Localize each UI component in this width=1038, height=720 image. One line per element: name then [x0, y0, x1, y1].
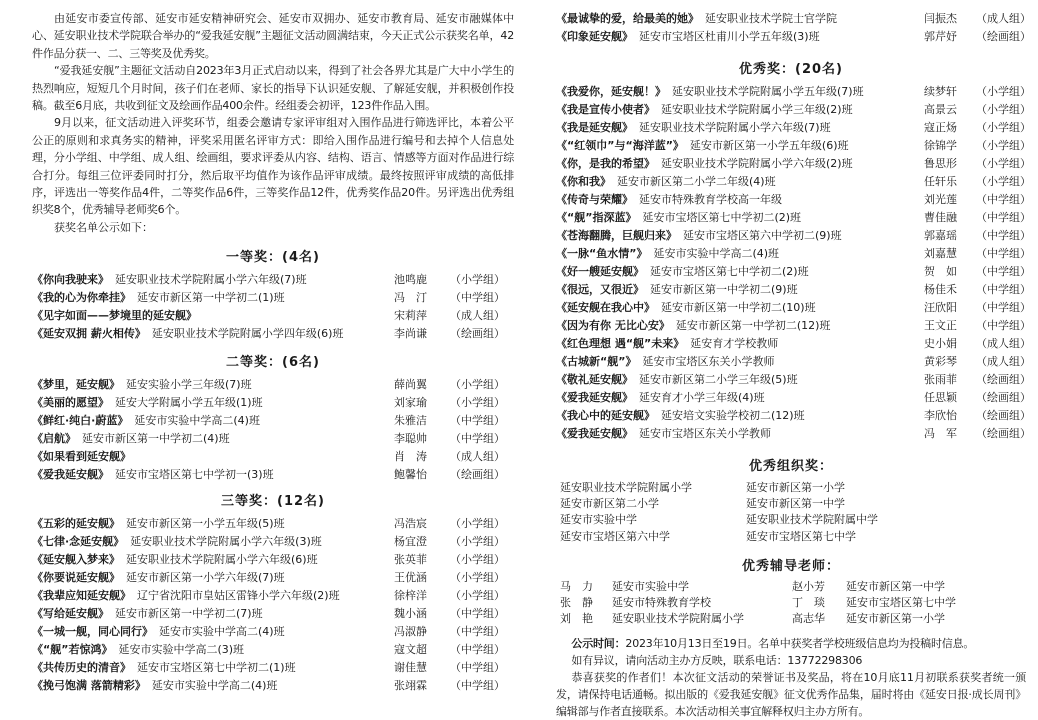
award-title: 《如果看到延安舰》	[32, 450, 131, 464]
award-winner-name: 宋莉萍	[394, 309, 427, 323]
award-title: 《梦里，延安舰》	[32, 378, 120, 392]
award-unit: 延安职业技术学院士官学院	[705, 12, 837, 25]
award-title: 《古城新“舰”》	[556, 355, 637, 368]
third-prize-list-continued	[556, 10, 1031, 46]
teacher-name: 赵小芳	[792, 579, 825, 593]
award-group: （小学组）	[450, 553, 505, 567]
teacher-name: 张 静	[560, 595, 593, 609]
award-group: （小学组）	[450, 589, 505, 603]
org-award-row	[556, 496, 1026, 512]
award-row	[556, 335, 1031, 353]
award-row	[556, 227, 1031, 245]
notice-time-text: 2023年10月13日至19日。名单中获奖者学校班级信息均为投稿时信息。	[625, 637, 975, 651]
org-award-school: 延安市实验中学	[560, 513, 637, 527]
award-winner-name: 池鸣鹿	[394, 273, 427, 287]
award-row	[32, 641, 514, 659]
org-award-school: 延安市宝塔区第六中学	[560, 529, 670, 543]
second-prize-heading: 二等奖：(6名)	[226, 355, 320, 371]
award-title: 《见字如面——梦境里的延安舰》	[32, 309, 197, 323]
award-unit: 延安市宝塔区东关小学教师	[642, 355, 775, 368]
org-award-list	[556, 480, 1026, 545]
award-group: （小学组）	[450, 273, 505, 287]
award-unit: 延安职业技术学院附属小学六年级(7)班	[115, 273, 307, 287]
award-winner-name: 寇正炀	[924, 121, 957, 134]
award-group: （中学组）	[976, 265, 1031, 278]
org-award-row	[556, 529, 1026, 545]
award-unit: 延安职业技术学院附属小学六年级(2)班	[661, 157, 853, 170]
award-title: 《一脉“鱼水情”》	[556, 247, 648, 260]
org-award-row	[556, 512, 1026, 528]
award-title: 《爱我延安舰》	[32, 468, 109, 482]
award-title: 《爱我延安舰》	[556, 427, 633, 440]
award-row	[556, 371, 1031, 389]
award-title: 《鲜红·纯白·蔚蓝》	[32, 414, 129, 428]
award-row	[32, 605, 514, 623]
org-award-school: 延安职业技术学院附属中学	[746, 513, 878, 527]
award-winner-name: 肖 涛	[394, 450, 427, 464]
award-unit: 延安大学附属小学五年级(1)班	[115, 396, 263, 410]
org-award-school: 延安市宝塔区第七中学	[746, 529, 856, 543]
teacher-award-list	[556, 579, 1026, 628]
award-group: （中学组）	[450, 679, 505, 693]
org-award-school: 延安市新区第一中学	[746, 497, 845, 511]
award-winner-name: 冯 军	[924, 427, 957, 440]
award-unit: 延安市宝塔区第七中学初二(2)班	[642, 211, 802, 224]
award-winner-name: 曹佳融	[924, 211, 957, 224]
award-unit: 延安市新区第二小学三年级(5)班	[639, 373, 798, 386]
teacher-award-row	[556, 611, 1026, 627]
award-unit: 延安市实验中学高二(3)班	[118, 643, 245, 657]
award-title: 《你向我驶来》	[32, 273, 109, 287]
award-winner-name: 汪欣阳	[924, 301, 957, 314]
award-unit: 延安职业技术学院附属小学四年级(6)班	[151, 327, 344, 341]
award-winner-name: 薛尚翼	[394, 378, 427, 392]
award-unit: 延安市宝塔区第七中学初二(1)班	[137, 661, 296, 675]
award-unit: 延安市新区第二小学二年级(4)班	[617, 175, 776, 188]
award-row	[32, 376, 514, 394]
award-title: 《美丽的愿望》	[32, 396, 109, 410]
award-unit: 延安育才小学三年级(4)班	[639, 391, 765, 404]
award-row	[32, 569, 514, 587]
teacher-school: 延安市新区第一中学	[846, 579, 945, 593]
award-winner-name: 郭芹妤	[924, 30, 957, 43]
award-group: （小学组）	[450, 517, 505, 531]
teacher-award-row	[556, 595, 1026, 611]
award-winner-name: 贺 如	[924, 265, 957, 278]
org-award-heading: 优秀组织奖：	[748, 459, 833, 474]
award-row	[556, 10, 1031, 28]
award-unit: 延安市实验中学高二(4)班	[159, 625, 285, 639]
award-winner-name: 徐梓洋	[394, 589, 427, 603]
award-winner-name: 谢佳慧	[394, 661, 427, 675]
teacher-school: 延安市特殊教育学校	[612, 595, 711, 609]
award-row	[32, 659, 514, 677]
award-row	[32, 271, 514, 289]
award-group: （小学组）	[976, 157, 1031, 170]
award-winner-name: 魏小涵	[394, 607, 427, 621]
award-winner-name: 任思颖	[924, 391, 957, 404]
award-winner-name: 王优涵	[394, 571, 427, 585]
award-winner-name: 王文正	[924, 319, 957, 332]
award-group: （中学组）	[976, 211, 1031, 224]
award-group: （成人组）	[976, 12, 1031, 25]
award-title: 《敬礼延安舰》	[556, 373, 633, 386]
award-unit: 延安市新区第一中学初二(7)班	[115, 607, 263, 621]
award-title: 《写给延安舰》	[32, 607, 109, 621]
award-title: 《延安双拥 薪火相传》	[32, 327, 146, 341]
award-group: （中学组）	[450, 291, 505, 305]
award-row	[32, 515, 514, 533]
award-winner-name: 朱雅洁	[394, 414, 427, 428]
award-group: （成人组）	[450, 309, 505, 323]
award-title: 《“舰”指深蓝》	[556, 211, 637, 224]
award-row	[556, 119, 1031, 137]
award-unit: 延安培文实验学校初二(12)班	[661, 409, 805, 422]
award-group: （中学组）	[450, 625, 505, 639]
list-intro: 获奖名单公示如下：	[54, 220, 153, 234]
award-unit: 延安市新区第一中学初二(9)班	[650, 283, 798, 296]
third-prize-list	[32, 515, 514, 695]
award-title: 《你，是我的希望》	[556, 157, 655, 170]
award-group: （小学组）	[450, 396, 505, 410]
teacher-school: 延安职业技术学院附属小学	[612, 612, 744, 626]
notice-congrats: 恭喜获奖的作者们！本次征文活动的荣誉证书及奖品，将在10月底11月初联系获奖者统一颁发，请保持电话通畅。拟出版的《爱我延安舰》征文优秀作品集，届时将由《延安日报·成长周刊》编辑部与作者直接联系。本次活动相关事宜解释权归主办方所有。	[556, 671, 1026, 719]
notice-lead: 公示时间：	[571, 637, 626, 651]
award-winner-name: 刘光莲	[924, 193, 957, 206]
award-winner-name: 任轩乐	[924, 175, 957, 188]
award-group: （小学组）	[976, 121, 1031, 134]
first-prize-heading: 一等奖：(4名)	[226, 250, 320, 266]
award-group: （绘画组）	[976, 391, 1031, 404]
first-prize-list	[32, 271, 514, 343]
intro-paragraph-1: 由延安市委宣传部、延安市延安精神研究会、延安市双拥办、延安市教育局、延安市融媒体中心、延安职业技术学院联合举办的“爱我延安舰”主题征文活动圆满结束，今天正式公示获奖名单，42件作品分获一、二、三等奖及优秀奖。	[32, 12, 514, 60]
award-group: （绘画组）	[976, 373, 1031, 386]
award-group: （中学组）	[450, 414, 505, 428]
award-unit: 延安市新区第一中学初二(1)班	[137, 291, 285, 305]
award-winner-name: 闫振杰	[924, 12, 957, 25]
notice-time	[556, 635, 1026, 652]
award-group: （中学组）	[976, 229, 1031, 242]
award-winner-name: 鲍馨怡	[394, 468, 427, 482]
award-row	[556, 83, 1031, 101]
award-row	[556, 317, 1031, 335]
award-unit: 延安实验小学三年级(7)班	[126, 378, 252, 392]
award-winner-name: 冯浩宸	[394, 517, 427, 531]
award-group: （绘画组）	[976, 427, 1031, 440]
award-title: 《七律·念延安舰》	[32, 535, 125, 549]
award-row	[32, 394, 514, 412]
award-group: （绘画组）	[976, 30, 1031, 43]
award-row	[32, 466, 514, 484]
right-column	[556, 0, 1031, 720]
award-row	[32, 448, 514, 466]
award-title: 《延安舰在我心中》	[556, 301, 655, 314]
award-winner-name: 郭嘉瑶	[924, 229, 957, 242]
award-row	[556, 281, 1031, 299]
award-winner-name: 高景云	[924, 103, 957, 116]
award-title: 《启航》	[32, 432, 76, 446]
award-row	[32, 587, 514, 605]
award-group: （成人组）	[450, 450, 505, 464]
award-group: （小学组）	[976, 85, 1031, 98]
award-row	[556, 407, 1031, 425]
award-unit: 延安市宝塔区东关小学教师	[639, 427, 771, 440]
award-winner-name: 李欣怡	[924, 409, 957, 422]
award-title: 《好一艘延安舰》	[556, 265, 644, 278]
award-unit: 延安育才学校教师	[690, 337, 779, 350]
award-unit: 延安市宝塔区杜甫川小学五年级(3)班	[639, 30, 820, 43]
award-group: （小学组）	[450, 571, 505, 585]
award-group: （绘画组）	[976, 409, 1031, 422]
award-unit: 延安职业技术学院附属小学五年级(7)班	[672, 85, 864, 98]
award-group: （绘画组）	[450, 468, 505, 482]
award-unit: 延安市实验中学高二(4)班	[151, 679, 278, 693]
award-group: （中学组）	[976, 319, 1031, 332]
award-unit: 延安市新区第一中学初二(4)班	[82, 432, 230, 446]
third-prize-heading: 三等奖：(12名)	[221, 494, 325, 510]
award-row	[556, 191, 1031, 209]
award-winner-name: 黄彩琴	[924, 355, 957, 368]
award-unit: 延安职业技术学院附属小学六年级(3)班	[130, 535, 322, 549]
award-group: （小学组）	[450, 378, 505, 392]
award-unit: 延安市宝塔区第六中学初二(9)班	[683, 229, 842, 242]
org-award-school: 延安市新区第二小学	[560, 497, 659, 511]
award-winner-name: 李聪帅	[394, 432, 427, 446]
award-unit: 辽宁省沈阳市皇姑区雷锋小学六年级(2)班	[137, 589, 340, 603]
award-unit: 延安职业技术学院附属小学六年级(7)班	[639, 121, 831, 134]
award-title: 《“红领巾”与“海洋蓝”》	[556, 139, 684, 152]
award-title: 《你和我》	[556, 175, 611, 188]
teacher-award-heading: 优秀辅导老师：	[741, 558, 840, 574]
award-group: （中学组）	[976, 193, 1031, 206]
award-group: （中学组）	[450, 661, 505, 675]
second-prize-list	[32, 376, 514, 484]
award-winner-name: 寇文超	[394, 643, 427, 657]
award-unit: 延安市新区第一小学五年级(5)班	[126, 517, 285, 531]
award-winner-name: 杨宜澄	[394, 535, 427, 549]
award-row	[556, 101, 1031, 119]
award-group: （小学组）	[976, 139, 1031, 152]
teacher-school: 延安市新区第一小学	[846, 612, 945, 626]
award-row	[32, 412, 514, 430]
award-title: 《我心中的延安舰》	[556, 409, 655, 422]
intro-paragraph-2: “爱我延安舰”主题征文活动自2023年3月正式启动以来，得到了社会各界尤其是广大中小学生的热烈响应，短短几个月时间，孩子们在老师、家长的指导下认识延安舰、了解延安舰，并积极创作投稿。截至6月底，共收到征文及绘画作品400余件。经组委会初评，123件作品入围。	[32, 64, 514, 113]
award-winner-name: 徐锦学	[924, 139, 957, 152]
award-row	[556, 389, 1031, 407]
award-title: 《传奇与荣耀》	[556, 193, 633, 206]
award-winner-name: 冯 汀	[394, 291, 427, 305]
award-row	[556, 173, 1031, 191]
award-title: 《一城一舰，同心同行》	[32, 625, 153, 639]
award-title: 《爱我延安舰》	[556, 391, 633, 404]
award-unit: 延安市新区第一小学六年级(7)班	[126, 571, 285, 585]
award-winner-name: 鲁思形	[924, 157, 957, 170]
award-title: 《你要说延安舰》	[32, 571, 120, 585]
award-winner-name: 刘家瑜	[394, 396, 427, 410]
teacher-name: 马 力	[560, 579, 593, 593]
teacher-award-row	[556, 579, 1026, 595]
award-winner-name: 张雨菲	[924, 373, 957, 386]
award-unit: 延安职业技术学院附属小学六年级(6)班	[126, 553, 318, 567]
award-group: （小学组）	[976, 103, 1031, 116]
award-group: （中学组）	[450, 643, 505, 657]
award-winner-name: 刘嘉慧	[924, 247, 957, 260]
award-row	[32, 551, 514, 569]
excellent-prize-list	[556, 83, 1031, 443]
award-title: 《我的心为你牵挂》	[32, 291, 131, 305]
award-group: （中学组）	[450, 432, 505, 446]
award-winner-name: 冯淑静	[394, 625, 427, 639]
award-winner-name: 张翊霖	[394, 679, 427, 693]
award-group: （成人组）	[976, 355, 1031, 368]
award-title: 《因为有你 无比心安》	[556, 319, 670, 332]
award-winner-name: 史小娟	[924, 337, 957, 350]
award-row	[556, 245, 1031, 263]
award-unit: 延安市实验中学高二(4)班	[134, 414, 260, 428]
award-title: 《我是延安舰》	[556, 121, 633, 134]
award-row	[556, 299, 1031, 317]
award-title: 《苍海翻腾，巨舰归来》	[556, 229, 677, 242]
award-row	[32, 430, 514, 448]
excellent-prize-heading: 优秀奖：(20名)	[739, 62, 843, 77]
award-row	[32, 307, 514, 325]
award-row	[32, 325, 514, 343]
award-title: 《最诚挚的爱，给最美的她》	[556, 12, 699, 25]
award-row	[32, 623, 514, 641]
notice-contact: 如有异议，请向活动主办方反映，联系电话：13772298306	[571, 654, 863, 668]
award-group: （中学组）	[976, 301, 1031, 314]
award-unit: 延安市宝塔区第七中学初二(2)班	[650, 265, 809, 278]
org-award-row	[556, 480, 1026, 496]
award-row	[556, 155, 1031, 173]
award-winner-name: 李尚谦	[394, 327, 427, 341]
award-group: （成人组）	[976, 337, 1031, 350]
award-title: 《五彩的延安舰》	[32, 517, 120, 531]
award-winner-name: 张英菲	[394, 553, 427, 567]
award-group: （小学组）	[450, 535, 505, 549]
award-row	[32, 289, 514, 307]
award-row	[32, 533, 514, 551]
org-award-school: 延安市新区第一小学	[746, 481, 845, 494]
teacher-school: 延安市宝塔区第七中学	[846, 595, 956, 609]
award-title: 《很远，又很近》	[556, 283, 644, 296]
award-unit: 延安市新区第一中学初二(10)班	[661, 301, 816, 314]
award-title: 《红色理想 遇“舰”未来》	[556, 337, 685, 350]
award-unit: 延安市实验中学高二(4)班	[653, 247, 780, 260]
award-title: 《我是宣传小使者》	[556, 103, 655, 116]
award-row	[556, 209, 1031, 227]
award-winner-name: 续梦轩	[924, 85, 957, 98]
award-unit: 延安职业技术学院附属小学三年级(2)班	[661, 103, 853, 116]
award-unit: 延安市特殊教育学校高一年级	[639, 193, 782, 206]
award-title: 《共传历史的清音》	[32, 661, 131, 675]
award-unit: 延安市新区第一小学五年级(6)班	[689, 139, 849, 152]
award-group: （中学组）	[450, 607, 505, 621]
award-row	[556, 353, 1031, 371]
award-title: 《印象延安舰》	[556, 30, 633, 43]
award-unit: 延安市新区第一中学初二(12)班	[675, 319, 831, 332]
teacher-name: 刘 艳	[560, 612, 593, 626]
teacher-name: 丁 琰	[792, 595, 825, 609]
award-group: （绘画组）	[450, 327, 505, 341]
award-group: （中学组）	[976, 247, 1031, 260]
award-title: 《延安舰入梦来》	[32, 553, 120, 567]
award-group: （小学组）	[976, 175, 1031, 188]
award-row	[32, 677, 514, 695]
award-row	[556, 28, 1031, 46]
award-title: 《“舰”若惊鸿》	[32, 643, 113, 657]
left-column	[32, 0, 514, 695]
award-row	[556, 425, 1031, 443]
intro-paragraph-3: 9月以来，征文活动进入评奖环节，组委会邀请专家评审组对入围作品进行筛选评比，本着公平公正的原则和求真务实的精神，评奖采用匿名评审方式：即给入围作品进行编号和去掉个人信息处理，分小学组、中学组、成人组、绘画组，要求评委从内容、结构、语言、情感等方面对作品进行综合打分。每组三位评委同时打分，然后取平均值作为该作品评审成绩。最终按照评审成绩的高低排序，评选出一等奖作品4件，二等奖作品6件，三等奖作品12件，优秀奖作品20件。另评选出优秀组织奖8个，优秀辅导老师奖6个。	[32, 116, 514, 217]
org-award-school: 延安职业技术学院附属小学	[560, 481, 692, 494]
award-unit: 延安市宝塔区第七中学初一(3)班	[115, 468, 274, 482]
award-title: 《挽弓饱满 落箭精彩》	[32, 679, 146, 693]
award-row	[556, 137, 1031, 155]
award-row	[556, 263, 1031, 281]
award-title: 《我爱你，延安舰！》	[556, 85, 666, 98]
teacher-name: 高志华	[792, 612, 825, 626]
award-winner-name: 杨佳禾	[924, 283, 957, 296]
teacher-school: 延安市实验中学	[612, 579, 689, 593]
award-title: 《我辈应知延安舰》	[32, 589, 131, 603]
award-group: （中学组）	[976, 283, 1031, 296]
